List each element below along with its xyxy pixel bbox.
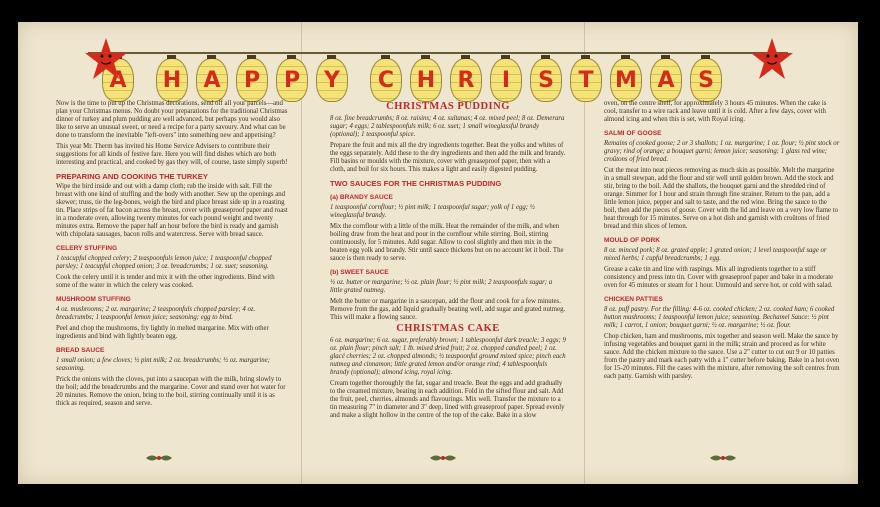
turkey-text: Wipe the bird inside and out with a damp cloth; rub the inside with salt. Fill the breast with one kind of stuffing and the body with another. Sew up the openings and skewer; truss, tie the leg-bones, weigh the bird and place breast side up in a roasting tin. Place strips of fat bacon across the breast, cover with greaseproof paper and roast in a moderate oven, allowing twenty minutes for each pound weight and twenty minutes extra. Remove the paper half an hour before the bird is ready and garnish with chipolata sausages, bacon rolls and watercress. Serve with bread sauce. — [56, 183, 288, 238]
patties-text: Chop chicken, ham and mushrooms, mix together and season well. Make the sauce by infusing vegetables and bouquet garni in the milk; strain and proceed as for white sauce. Add the chicken mixture to the sauce. Use a 2" cutter to cut out 9 or 10 patties from the pastry and mark each patty with a 1" cutter before baking. Bake in a hot oven for 15-20 minutes. Fill the cases with the mixture, after removing the soft centres from each patty. Garnish with parsley. — [604, 333, 840, 380]
banner-lantern — [196, 58, 228, 102]
sweet-heading: (b) SWEET SAUCE — [330, 269, 389, 276]
banner-lantern — [316, 58, 348, 102]
banner-letter: P — [283, 67, 301, 93]
banner-letter: H — [162, 67, 182, 93]
banner-letter: C — [377, 67, 395, 93]
banner-letter: R — [457, 67, 475, 93]
banner-lantern — [236, 58, 268, 102]
banner-lantern — [410, 58, 442, 102]
left-column — [56, 100, 288, 411]
cake-continued: oven, on the centre shelf, for approximately 3 hours 45 minutes. When the cake is cool, transfer to a wire rack and leave until it is cold. After a few days, cover with almond icing and when this is set, with Royal icing. — [604, 100, 827, 123]
banner-lantern — [276, 58, 308, 102]
pork-heading: MOULD OF PORK — [604, 237, 661, 244]
cake-heading: CHRISTMAS CAKE — [396, 323, 500, 334]
banner-letter: I — [501, 67, 511, 93]
mushroom-text: Peel and chop the mushrooms, fry lightly in melted margarine. Mix with other ingredients and bind with lightly beaten egg. — [56, 325, 269, 340]
holly-icon — [708, 452, 738, 464]
brandy-heading: (a) BRANDY SAUCE — [330, 194, 393, 201]
bread-text: Prick the onions with the cloves, put into a saucepan with the milk, bring slowly to the boil; add the breadcrumbs and the margarine. Cover and stand over hot water for 20 minutes. Remove the onion, bring to the boil, stirring continually until it is as thick as required, season and serve. — [56, 376, 286, 407]
lantern-string — [88, 52, 788, 54]
banner-letter: A — [657, 67, 675, 93]
cake-text: Cream together thoroughly the fat, sugar and treacle. Beat the eggs and add gradually to the creamed mixture, beating in each addition. Fold in the sifted flour and salt. Add the fruit, peel, cherries, almonds and flavourings. Mix well. Transfer the mixture to a tin measuring 7" in diameter and 3" deep, lined with greaseproof paper. Spread evenly and make a slight hollow in the centre of the top of the cake. Bake in a slow — [330, 380, 565, 419]
banner-lantern — [450, 58, 482, 102]
cake-ingredients: 6 oz. margarine; 6 oz. sugar, preferably brown; 1 tablespoonful dark treacle; 3 eggs; 9 oz. plain flour; pinch salt; 1 lb. mixed dried fruit; 2 oz. chopped candied peel; 1 oz. glacé cherries; 2 oz. chopped almonds; ½ teaspoonful ground mixed spice; pinch each nutmeg and cinnamon; little grated lemon and/or orange rind; 4 tablespoonfuls brandy (optional); almond icing, royal icing. — [330, 337, 566, 376]
mushroom-heading: MUSHROOM STUFFING — [56, 296, 131, 303]
banner-lantern — [370, 58, 402, 102]
pudding-heading: CHRISTMAS PUDDING — [386, 101, 510, 112]
intro-paragraph-2: This year Mr. Therm has invited his Home Service Advisers to contribute their suggestions for all kinds of festive fare. Here you will find dishes which are both interesting and practical, and cooked by gas they will, of course, taste simply superb! — [56, 143, 288, 166]
brandy-text: Mix the cornflour with a little of the milk. Heat the remainder of the milk, and when boiling draw from the heat and pour in the cornflour while stirring. Boil, stirring continuously, for 5 minutes. Add sugar. Allow to cool slightly and then mix in the beaten egg yolk and brandy. Stir until sauce thickens but on no account let it boil. The sauce is then ready to serve. — [330, 223, 564, 262]
intro-paragraph: Now is the time to put up the Christmas decorations, send off all your parcels—and plan your Christmas menus. No doubt your preparations for the traditional Christmas dinner of turkey and plum pudding are well advanced, but perhaps you would also like to serve an unusual sweet, or need a recipe for a party savoury. And what can be done to transform the inevitable "left-overs" into something new and appetising? — [56, 100, 288, 139]
turkey-heading: PREPARING AND COOKING THE TURKEY — [56, 172, 208, 181]
banner-lantern — [610, 58, 642, 102]
banner-letter: Y — [324, 67, 340, 93]
banner-letter: M — [615, 67, 637, 93]
banner-letter: S — [698, 67, 714, 93]
banner-lantern — [570, 58, 602, 102]
holly-icon — [144, 452, 174, 464]
sweet-ingredients: ½ oz. butter or margarine; ½ oz. plain flour; ½ pint milk; 2 teaspoonfuls sugar; a little grated nutmeg. — [330, 279, 553, 294]
banner-letter: A — [109, 67, 127, 93]
right-star-icon — [748, 36, 796, 82]
banner-lantern — [650, 58, 682, 102]
brandy-ingredients: 1 teaspoonful cornflour; ½ pint milk; 1 teaspoonful sugar; yolk of 1 egg; ½ wineglassful brandy. — [330, 204, 535, 219]
bread-ingredients: 1 small onion; a few cloves; ½ pint milk; 2 oz. breadcrumbs; ½ oz. margarine; seasoning. — [56, 357, 270, 372]
banner-letter: H — [416, 67, 436, 93]
right-column — [604, 100, 840, 384]
pudding-text: Prepare the fruit and mix all the dry ingredients together. Beat the yolks and whites of the eggs separately. Add these to the dry ingredients and then add the milk and brandy. Fill basins or moulds with the mixture, cover with greaseproof paper, then with a cloth, and boil for six hours. This makes a light and easily digested pudding. — [330, 142, 566, 173]
sauces-heading: TWO SAUCES FOR THE CHRISTMAS PUDDING — [330, 179, 502, 188]
christmas-banner — [88, 40, 788, 96]
banner-lantern — [490, 58, 522, 102]
middle-column — [330, 100, 566, 423]
banner-letter: A — [203, 67, 221, 93]
pork-ingredients: 8 oz. minced pork; 8 oz. grated apple; 1 grated onion; 1 level teaspoonful sage or mixed herbs; 1 cupful breadcrumbs; 1 egg. — [604, 247, 827, 262]
mushroom-ingredients: 4 oz. mushrooms; 2 oz. margarine; 2 teaspoonfuls chopped parsley; 4 oz. breadcrumbs; 1 teaspoonful lemon juice; seasoning; egg to bind. — [56, 306, 256, 321]
banner-letter: S — [538, 67, 554, 93]
celery-text: Cook the celery until it is tender and mix it with the other ingredients. Bind with some of the water in which the celery was cooked. — [56, 274, 275, 289]
banner-lantern — [690, 58, 722, 102]
banner-lantern — [530, 58, 562, 102]
patties-ingredients: 8 oz. puff pastry. For the filling: 4-6 oz. cooked chicken; 2 oz. cooked ham; 6 cooked button mushrooms; 1 teaspoonful lemon juice; seasoning. Bechamel Sauce: ½ pint milk; 1 carrot, 1 onion; bouquet garni; ½ oz. margarine; ½ oz. flour. — [604, 306, 835, 329]
leaflet-page — [18, 22, 858, 484]
bread-heading: BREAD SAUCE — [56, 347, 105, 354]
goose-heading: SALMI OF GOOSE — [604, 130, 662, 137]
goose-ingredients: Remains of cooked goose; 2 or 3 shallots; 1 oz. margarine; 1 oz. flour; ½ pint stock or gravy; rind of orange; a bouquet garni; lemon juice; seasoning; 1 glass red wine; croûtons of fried bread. — [604, 140, 840, 163]
pudding-ingredients: 8 oz. fine breadcrumbs; 8 oz. raisins; 4 oz. sultanas; 4 oz. mixed peel; 8 oz. Demerara sugar; 4 eggs; 2 tablespoonfuls milk; 6 oz. suet; 1 small wineglassful brandy (optional); 1 teaspoonful spice. — [330, 115, 565, 138]
patties-heading: CHICKEN PATTIES — [604, 296, 663, 303]
celery-heading: CELERY STUFFING — [56, 245, 118, 252]
banner-letter: P — [243, 67, 261, 93]
banner-letter: T — [578, 67, 594, 93]
pork-text: Grease a cake tin and line with raspings. Mix all ingredients together to a stiff consistency and press into tin. Cover with greaseproof paper and bake in a moderate oven for 45 minutes or steam for 1 hour. Unmould and serve hot, or cold with salad. — [604, 266, 834, 289]
holly-icon — [428, 452, 458, 464]
celery-ingredients: 1 teacupful chopped celery; 2 teaspoonfuls lemon juice; 1 teaspoonful chopped parsley; 1 teacupful chopped onion; 3 oz. breadcrumbs; 1 oz. suet; seasoning. — [56, 255, 272, 270]
banner-lantern — [156, 58, 188, 102]
sweet-text: Melt the butter or margarine in a saucepan, add the flour and cook for a few minutes. Remove from the gas, add liquid gradually beating well, add sugar and grated nutmeg. This will make a flowing sauce. — [330, 298, 566, 321]
goose-text: Cut the meat into neat pieces removing as much skin as possible. Melt the margarine in a small stewpan, add the flour and stir well until golden brown. Add the stock and stir, bring to the boil. Add the shallots, the bouquet garni and the shredded rind of orange. Simmer for 1 hour and strain through fine strainer. Return to the pan, add a little lemon juice, pepper and salt to taste, and the red wine. Bring the sauce to the boil, then add the pieces of goose. Cover with the lid and leave on a very low flame to heat through for 15 minutes. Serve on a hot dish and garnish with croûtons of fried bread and thin slices of lemon. — [604, 167, 839, 230]
left-star-icon — [82, 36, 130, 82]
